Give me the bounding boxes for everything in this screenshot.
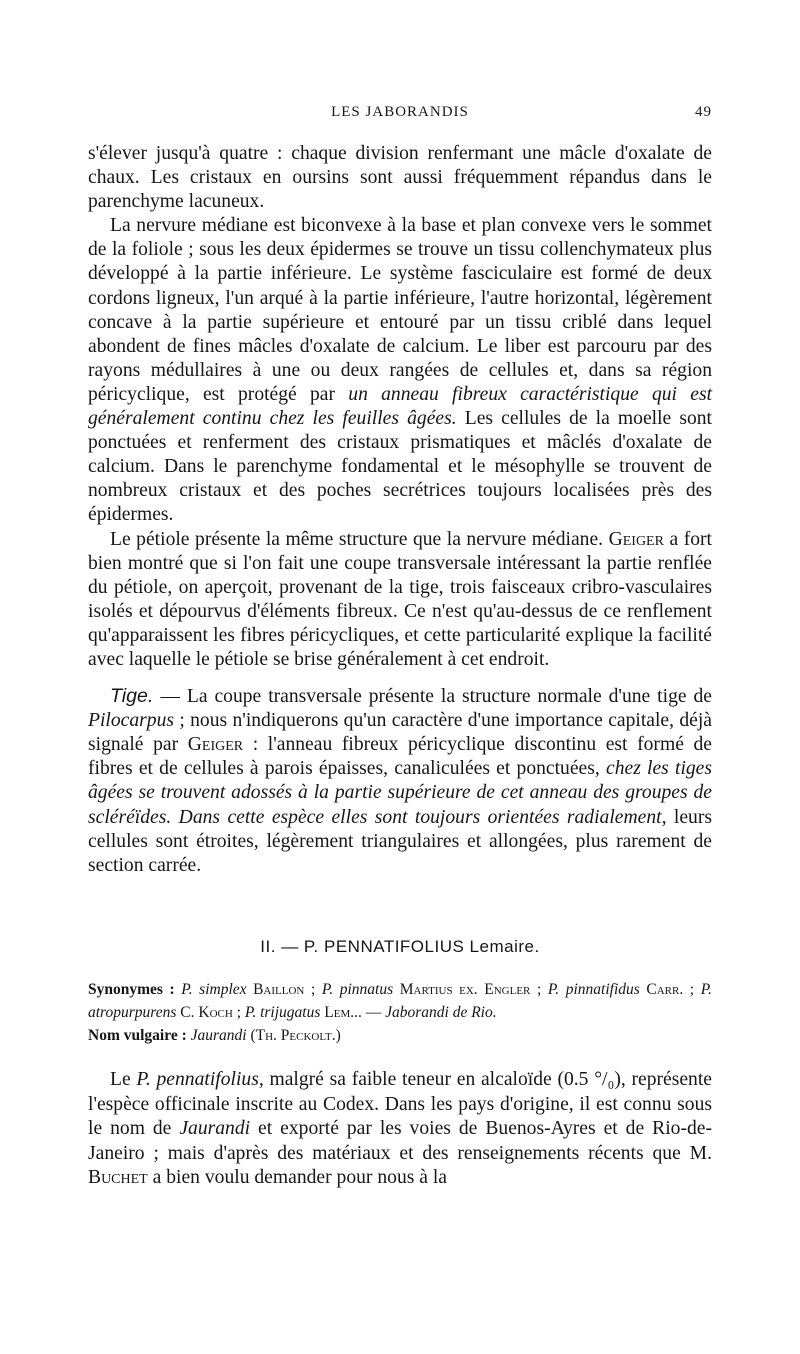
page-number: 49 <box>695 104 712 120</box>
synonyms-block <box>88 978 712 1047</box>
paragraph-tige: Tige. — La coupe transversale présente la structure normale d'une tige de Pilocarpus ; nous n'indiquerons qu'un caractère d'une importance capitale, déjà signalé par Geiger : l'anneau fibreux péricyclique discontinu est formé de fibres et de cellules à parois épaisses, canaliculées et ponctuées, chez les tiges âgées se trouvent adossés à la partie supérieure de cet anneau des groupes de scléréïdes. Dans cette espèce elles sont toujours orientées radialement, leurs cellules sont étroites, légèrement triangulaires et allongées, plus rarement de section carrée. <box>88 685 713 876</box>
main-text <box>88 142 712 878</box>
paragraph-petiole: Le pétiole présente la même structure que la nervure médiane. Geiger a fort bien montré que si l'on fait une coupe transversale intéressant la partie renflée du pétiole, on aperçoit, provenant de la tige, trois faisceaux cribro-vasculaires isolés et dépourvus d'éléments fibreux. Ce n'est qu'au-dessus de ce renflement qu'apparaissent les fibres péricycliques, et cette particularité explique la facilité avec laquelle le pétiole se brise généralement à cet endroit. <box>88 528 712 670</box>
page-header <box>88 104 712 128</box>
author-name: Geiger <box>608 528 664 550</box>
paragraph-nervure: La nervure médiane est biconvexe à la base et plan convexe vers le sommet de la foliole ; sous les deux épidermes se trouve un tissu collenchymateux plus développé à la partie inférieure. Le système fasciculaire est formé de deux cordons ligneux, l'un arqué à la partie inférieure, l'autre horizontal, légèrement concave à la partie supérieure et entouré par un tissu criblé dans lequel abondent de fines mâcles d'oxalate de calcium. Le liber est parcouru par des rayons médullaires à une ou deux rangées de cellules et, dans sa région péricyclique, est protégé par un anneau fibreux caractéristique qui est généralement continu chez les feuilles âgées. Les cellules de la moelle sont ponctuées et renferment des cristaux prismatiques et mâclés d'oxalate de calcium. Dans le parenchyme fondamental et le mésophylle se trouvent de nombreux cristaux et des poches secrétrices toujours localisées près des épidermes. <box>88 215 713 526</box>
author-name: Geiger <box>187 734 244 756</box>
running-title: LES JABORANDIS <box>331 104 469 120</box>
paragraph-pennatifolius: Le P. pennatifolius, malgré sa faible teneur en alcaloïde (0.5 °/₀), représente l'espèce officinale inscrite au Codex. Dans les pays d'origine, il est connu sous le nom de Jaurandi et exporté par les voies de Buenos-Ayres et de Rio-de-Janeiro ; mais d'après des matériaux et des renseignements récents que M. Buchet a bien voulu demander pour nous à la <box>88 1069 712 1189</box>
paragraph-continuation: s'élever jusqu'à quatre : chaque division renfermant une mâcle d'oxalate de chaux. Les cristaux en oursins sont aussi fréquemment répandus dans le parenchyme lacuneux. <box>88 143 712 213</box>
subheading-tige: Tige. <box>110 685 154 708</box>
section-heading: II. — P. PENNATIFOLIUS Lemaire. <box>260 937 540 956</box>
synonyms-line: Synonymes : P. simplex Baillon ; P. pinnatus Martius ex. Engler ; P. pinnatifidus Carr. ; P. atropurpurens C. Koch ; P. trijugatus Lem... — Jaborandi de Rio. <box>88 981 713 1021</box>
author-name: Buchet <box>88 1167 148 1189</box>
spacer <box>88 672 712 684</box>
vulgar-name-line: Nom vulgaire : Jaurandi (Th. Peckolt.) <box>88 1027 341 1044</box>
